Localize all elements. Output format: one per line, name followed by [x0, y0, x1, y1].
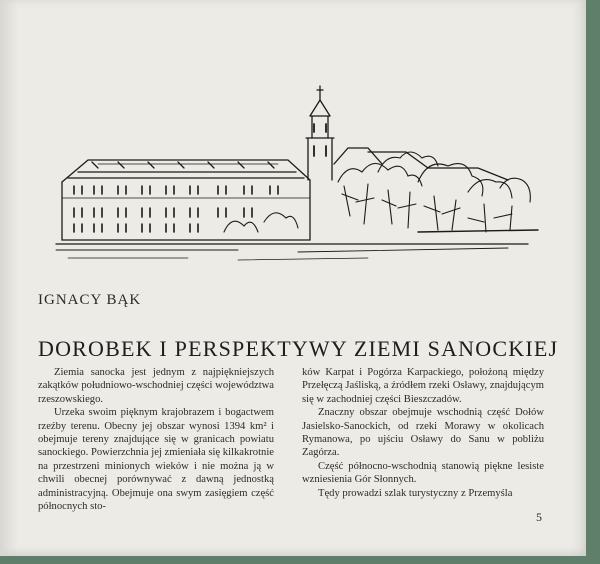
page-gutter-shadow — [0, 0, 18, 556]
castle-sketch-illustration — [38, 72, 544, 272]
paragraph: Część północno-wschodnią stanowią piękne lesiste wzniesienia Gór Słonnych. — [302, 460, 544, 486]
author-name: IGNACY BĄK — [38, 292, 142, 308]
page-number: 5 — [536, 510, 542, 524]
text-column-right — [302, 366, 544, 500]
paragraph: ków Karpat i Pogórza Karpackiego, położoną między Przełęczą Jaśliską, a źródłem rzeki Osławy, znajdującym się w zachodniej części Bieszczadów. — [302, 367, 544, 405]
text-column-left — [38, 366, 274, 513]
paragraph: Znaczny obszar obejmuje wschodnią część Dołów Jasielsko-Sanockich, od rzeki Morawy w okolicach Rymanowa, po ujściu Osławy do Sanu w pobliżu Zagórza. — [302, 407, 544, 459]
paragraph: Ziemia sanocka jest jednym z najpiękniejszych zakątków południowo-wschodniej części województwa rzeszowskiego. — [38, 367, 274, 405]
paragraph: Tędy prowadzi szlak turystyczny z Przemyśla — [318, 487, 513, 499]
paragraph: Urzeka swoim pięknym krajobrazem i bogactwem rzeźby terenu. Obecny jej obszar wynosi 1394 km² i obejmuje tereny znajdujące się w granicach powiatu sanockiego. Powierzchnia jej zmieniała się kilkakrotnie na przestrzeni minionych wieków i nie można ją w chwili obecnej porównywać z dawną jednostką administracyjną. Obejmuje ona swym zasięgiem część północnych sto- — [38, 407, 274, 513]
article-title: DOROBEK I PERSPEKTYWY ZIEMI SANOCKIEJ — [38, 336, 559, 361]
